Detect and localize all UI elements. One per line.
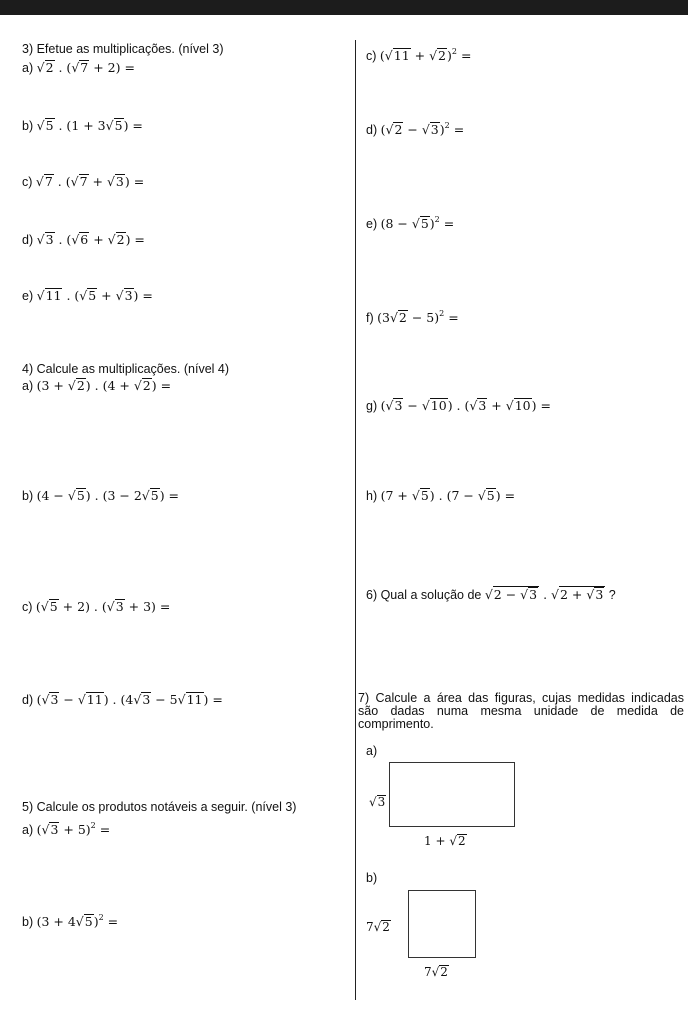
figure-b-label: b)	[366, 871, 378, 885]
section4-item-c: c) (√5 + 2) . (√3 + 3) =	[22, 599, 171, 614]
figure-a-label: a)	[366, 744, 378, 758]
section5-item-c: c) $(√11 + √2)^2$ =	[366, 47, 472, 63]
section5-heading: 5) Calcule os produtos notáveis a seguir. (nível 3)	[22, 800, 297, 814]
column-divider	[355, 40, 356, 1000]
section5-item-a: a) $(√3 + 5)^2$ =	[22, 821, 111, 837]
figure-b-width: 7√2	[424, 965, 448, 979]
section3-item-a: a) √2 . (√7 + 2) =	[22, 60, 135, 75]
figure-a-height: √3	[369, 795, 386, 809]
section5-item-f: f) $(3√2 - 5)^2$ =	[366, 309, 459, 325]
section4-item-a: a) (3 + √2) . (4 + √2) =	[22, 378, 172, 393]
figure-a-width: 1 + √2	[424, 834, 466, 848]
section7-heading: 7) Calcule a área das figuras, cujas medidas indicadas são dadas numa mesma unidade de medida de comprimento.	[358, 691, 684, 731]
section3-item-c: c) √7 . (√7 + √3) =	[22, 174, 145, 189]
section6-question: 6) Qual a solução de √2 − √3 . √2 + √3 ?	[366, 587, 616, 602]
top-bar	[0, 0, 688, 15]
section3-item-b: b) √5 . (1 + 3√5) =	[22, 118, 143, 133]
section3-item-e: e) √11 . (√5 + √3) =	[22, 288, 153, 303]
figure-a-rectangle	[389, 762, 515, 827]
section4-item-d: d) (√3 − √11) . (4√3 − 5√11) =	[22, 692, 223, 707]
section4-heading: 4) Calcule as multiplicações. (nível 4)	[22, 362, 230, 376]
section5-item-b: b) $(3 + 4√5)^2$ =	[22, 913, 119, 929]
section5-item-e: e) $(8 - √5)^2$ =	[366, 215, 455, 231]
section5-item-d: d) $(√2 - √3)^2$ =	[366, 121, 465, 137]
section4-item-b: b) (4 − √5) . (3 − 2√5) =	[22, 488, 180, 503]
figure-b-square	[408, 890, 476, 958]
section3-item-d: d) √3 . (√6 + √2) =	[22, 232, 145, 247]
section4-item-g: g) (√3 − √10) . (√3 + √10) =	[366, 398, 551, 413]
figure-b-height: 7√2	[366, 920, 390, 934]
section4-item-h: h) (7 + √5) . (7 − √5) =	[366, 488, 516, 503]
section3-heading: 3) Efetue as multiplicações. (nível 3)	[22, 42, 224, 56]
